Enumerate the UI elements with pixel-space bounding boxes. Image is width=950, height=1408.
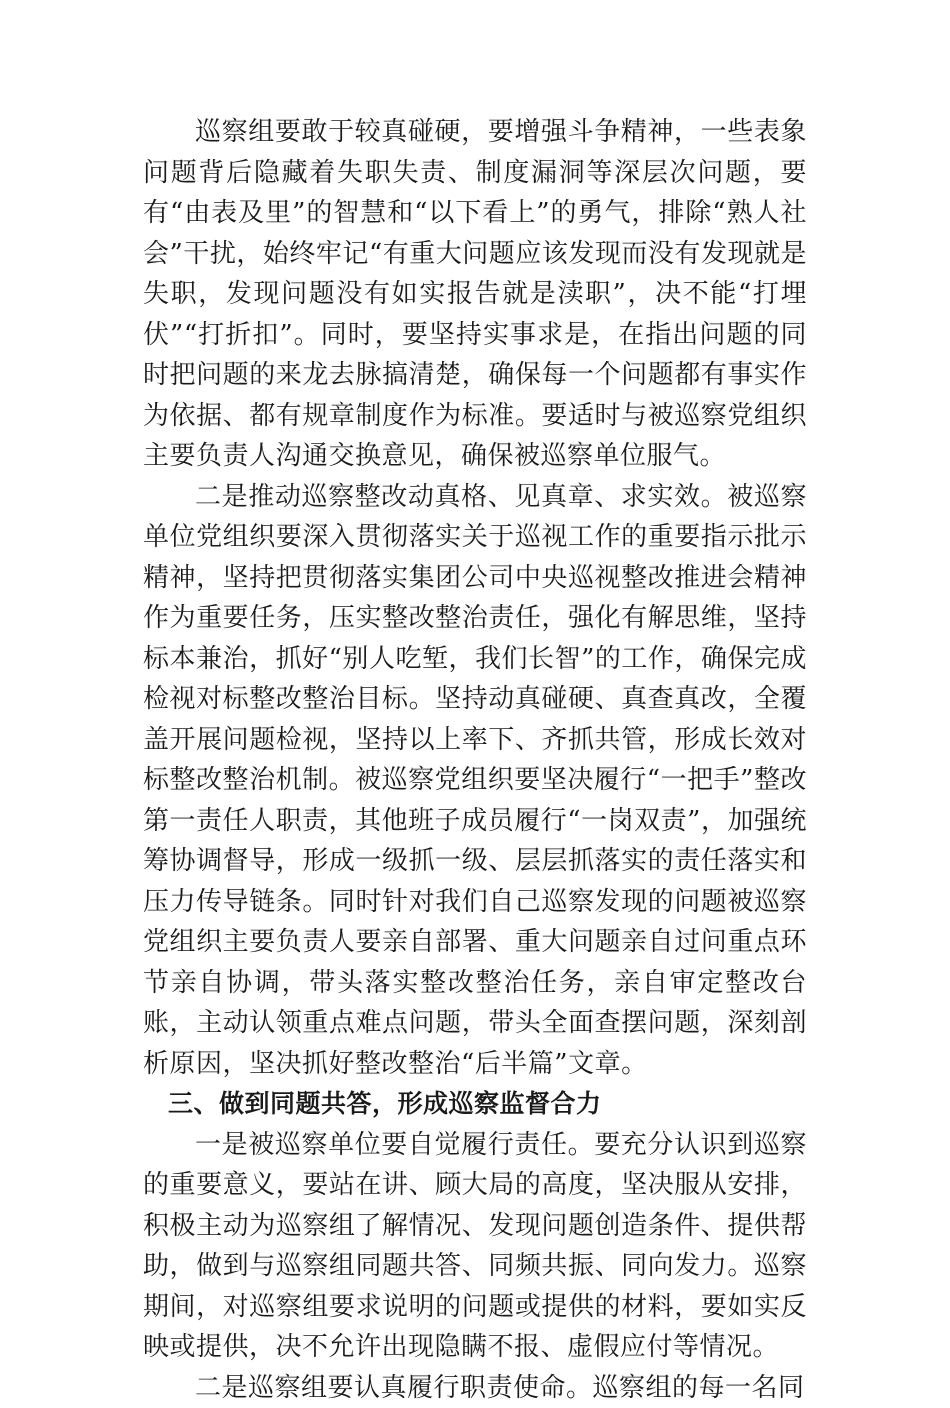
body-paragraph: 一是被巡察单位要自觉履行责任。要充分认识到巡察的重要意义，要站在讲、顾大局的高度，坚决服从安排，积极主动为巡察组了解情况、发现问题创造条件、提供帮助，做到与巡察组同题共答、同频共振、同向发力。巡察期间，对巡察组要求说明的问题或提供的材料，要如实反映或提供，决不允许出现隐瞒不报、虚假应付等情况。 <box>143 1125 807 1368</box>
document-body <box>143 112 807 1408</box>
body-paragraph: 二是巡察组要认真履行职责使命。巡察组的每一名同 <box>143 1368 807 1408</box>
body-paragraph: 巡察组要敢于较真碰硬，要增强斗争精神，一些表象问题背后隐藏着失职失责、制度漏洞等深层次问题，要有“由表及里”的智慧和“以下看上”的勇气，排除“熟人社会”干扰，始终牢记“有重大问题应该发现而没有发现就是失职，发现问题没有如实报告就是渎职”，决不能“打埋伏”“打折扣”。同时，要坚持实事求是，在指出问题的同时把问题的来龙去脉搞清楚，确保每一个问题都有事实作为依据、都有规章制度作为标准。要适时与被巡察党组织主要负责人沟通交换意见，确保被巡察单位服气。 <box>143 112 807 477</box>
section-heading: 三、做到同题共答，形成巡察监督合力 <box>143 1084 807 1125</box>
body-paragraph: 二是推动巡察整改动真格、见真章、求实效。被巡察单位党组织要深入贯彻落实关于巡视工作的重要指示批示精神，坚持把贯彻落实集团公司中央巡视整改推进会精神作为重要任务，压实整改整治责任，强化有解思维，坚持标本兼治，抓好“别人吃堑，我们长智”的工作，确保完成检视对标整改整治目标。坚持动真碰硬、真查真改，全覆盖开展问题检视，坚持以上率下、齐抓共管，形成长效对标整改整治机制。被巡察党组织要坚决履行“一把手”整改第一责任人职责，其他班子成员履行“一岗双责”，加强统筹协调督导，形成一级抓一级、层层抓落实的责任落实和压力传导链条。同时针对我们自己巡察发现的问题被巡察党组织主要负责人要亲自部署、重大问题亲自过问重点环节亲自协调，带头落实整改整治任务，亲自审定整改台账，主动认领重点难点问题，带头全面查摆问题，深刻剖析原因，坚决抓好整改整治“后半篇”文章。 <box>143 477 807 1085</box>
